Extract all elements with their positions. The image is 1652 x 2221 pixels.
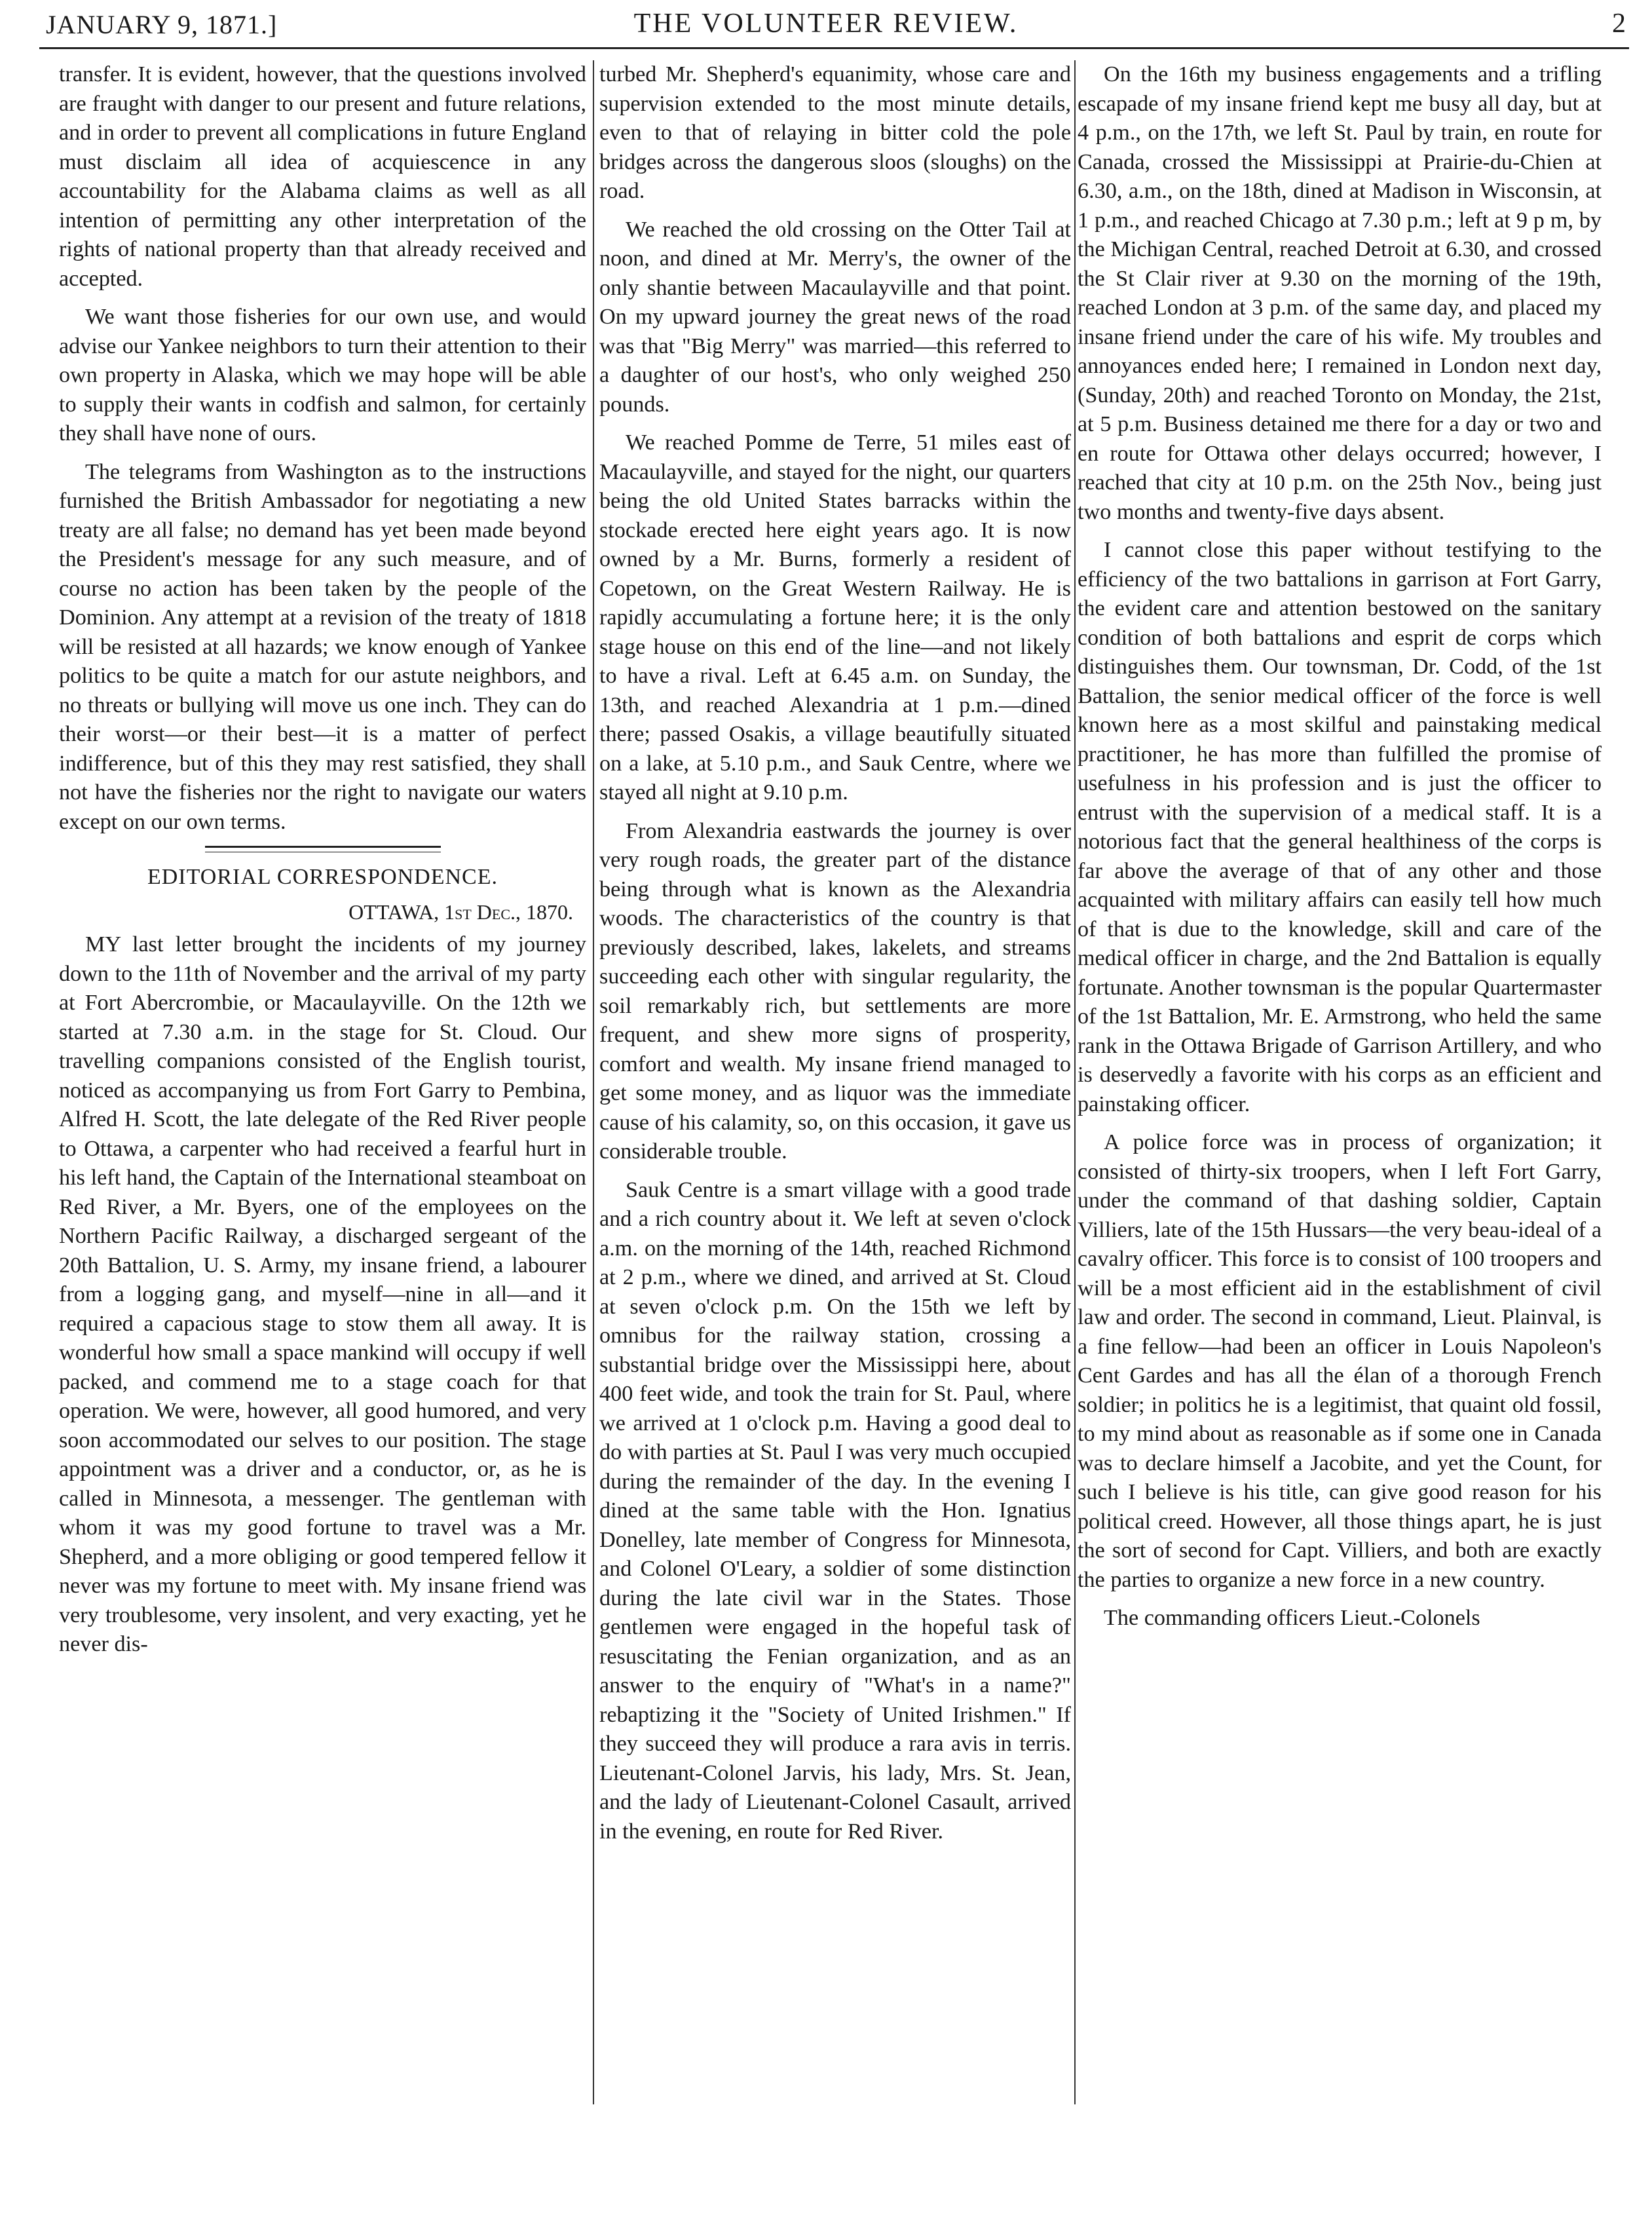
paragraph: We reached the old crossing on the Otter Tail at noon, and dined at Mr. Merry's, the owner of the only shantie between Macaulayville and that point. On my upward journey the great news of the road was that "Big Merry" was married—this referred to a daughter of our host's, who only weighed 250 pounds. — [599, 217, 1071, 417]
page-header — [0, 0, 1652, 54]
paragraph: The telegrams from Washington as to the instructions furnished the British Ambassador for negotiating a new treaty are all false; no demand has yet been made beyond the President's message for any such measure, and of course no action has been taken by the people of the Dominion. Any attempt at a revision of the treaty of 1818 will be resisted at all hazards; we know enough of Yankee politics to be quite a match for our astute neighbors, and no threats or bullying will move us one inch. They can do their worst—or their best—it is a matter of perfect indifference, but of this they may rest satisfied, they shall not have the fisheries nor the right to navigate our waters except on our own terms. — [59, 459, 586, 834]
issue-date: JANUARY 9, 1871.] — [46, 10, 278, 39]
column-2 — [599, 60, 1071, 1855]
paragraph: Sauk Centre is a smart village with a good trade and a rich country about it. We left at seven o'clock a.m. on the morning of the 14th, reached Richmond at 2 p.m., where we dined, and arrived at St. Cloud at seven o'clock p.m. On the 15th we left by omnibus for the railway station, crossing a substantial bridge over the Mississippi here, about 400 feet wide, and took the train for St. Paul, where we arrived at 1 o'clock p.m. Having a good deal to do with parties at St. Paul I was very much occupied during the remainder of the day. In the evening I dined at the same table with the Hon. Ignatius Donelley, late member of Congress for Minnesota, and Colonel O'Leary, a soldier of some distinction during the late civil war in the States. Those gentlemen were engaged in the hopeful task of resuscitating the Fenian organization, and as an answer to the enquiry of "What's in a name?" rebaptizing it the "Society of United Irishmen." If they succeed they will produce a rara avis in terris. Lieutenant-Colonel Jarvis, his lady, Mrs. St. Jean, and the lady of Lieutenant-Colonel Casault, arrived in the evening, en route for Red River. — [599, 1177, 1071, 1844]
paragraph: I cannot close this paper without testifying to the efficiency of the two battalions in garrison at Fort Garry, the evident care and attention bestowed on the sanitary condition of both battalions and esprit de corps which distinguishes them. Our townsman, Dr. Codd, of the 1st Battalion, the senior medical officer of the force is well known here as a most skilful and painstaking medical practitioner, he has more than fulfilled the promise of usefulness in his profession and is just the officer to entrust with the supervision of a medical staff. It is a notorious fact that the general healthiness of the corps is far above the average of that of any other and those acquainted with military affairs can easily tell how much of that is due to the knowledge, skill and care of the medical officer in charge, and the 2nd Battalion is equally fortunate. Another townsman is the popular Quartermaster of the 1st Battalion, Mr. E. Armstrong, who held the same rank in the Ottawa Brigade of Garrison Artillery, and who is deservedly a favorite with his corps as an efficient and painstaking officer. — [1078, 538, 1602, 1116]
paragraph: We want those fisheries for our own use, and would advise our Yankee neighbors to turn their attention to their own property in Alaska, which we may hope will be able to supply their wants in codfish and salmon, for certainly they shall have none of ours. — [59, 305, 586, 446]
page-number: 2 — [1612, 9, 1626, 39]
paragraph: turbed Mr. Shepherd's equanimity, whose care and supervision extended to the most minute details, even to that of relaying in bitter cold the pole bridges across the dangerous sloos (sloughs) on the road. — [599, 62, 1071, 203]
header-rule — [39, 47, 1629, 49]
column-1 — [59, 60, 586, 1669]
paragraph: The commanding officers Lieut.-Colonels — [1104, 1606, 1480, 1630]
paragraph: On the 16th my business engagements and a trifling escapade of my insane friend kept me busy all day, but at 4 p.m., on the 17th, we left St. Paul by train, en route for Canada, crossed the Mississippi at Prairie-du-Chien at 6.30, a.m., on the 18th, dined at Madison in Wisconsin, at 1 p.m., and reached Chicago at 7.30 p.m.; left at 9 p m, by the Michigan Central, reached Detroit at 6.30, and crossed the St Clair river at 9.30 on the morning of the 19th, reached London at 3 p.m. of the same day, and placed my insane friend under the care of his wife. My troubles and annoyances ended here; I remained in London next day, (Sunday, 20th) and reached Toronto on Monday, the 21st, at 5 p.m. Business detained me there for a day or two and en route for Ottawa other delays occurred; however, I reached that city at 10 p.m. on the 25th Nov., being just two months and twenty-five days absent. — [1078, 62, 1602, 524]
publication-title: THE VOLUNTEER REVIEW. — [633, 9, 1019, 39]
paragraph: We reached Pomme de Terre, 51 miles east of Macaulayville, and stayed for the night, our quarters being the old United States barracks within the stockade erected here eight years ago. It is now owned by a Mr. Burns, formerly a resident of Copetown, on the Great Western Railway. He is rapidly accumulating a fortune here; it is the only stage house on this end of the line—and not likely to have a rival. Left at 6.45 a.m. on Sunday, the 13th, and reached Alexandria at 1 p.m.—dined there; passed Osakis, a village beautifully situated on a lake, at 5.10 p.m., and Sauk Centre, where we stayed all night at 9.10 p.m. — [599, 430, 1071, 805]
paragraph: A police force was in process of organization; it consisted of thirty-six troopers, when I left Fort Garry, under the command of that dashing soldier, Captain Villiers, late of the 15th Hussars—the very beau-ideal of a cavalry officer. This force is to consist of 100 troopers and will be a most efficient aid in the establishment of civil law and order. The second in command, Lieut. Plainval, is a fine fellow—had been an officer in Louis Napoleon's Cent Gardes and has all the élan of a thorough French soldier; in politics he is a legitimist, that quaint old fossil, to my mind about as reasonable as if some one in Canada was to declare himself a Jacobite, and yet the Count, for such I believe is his title, can give good reason for his political creed. However, all those things apart, he is just the sort of second for Capt. Villiers, and both are exactly the parties to organize a new force in a new country. — [1078, 1130, 1602, 1592]
paragraph: transfer. It is evident, however, that the questions involved are fraught with danger to our present and future relations, and in order to prevent all complications in future England must disclaim all idea of acquiescence in any accountability for the Alabama claims as well as all intention of permitting any other interpretation of the rights of national property than that already received and accepted. — [59, 62, 586, 291]
dateline: OTTAWA, 1st Dec., 1870. — [348, 900, 573, 924]
column-rule-left — [593, 60, 594, 2104]
paragraph: From Alexandria eastwards the journey is over very rough roads, the greater part of the distance being through what is known as the Alexandria woods. The characteristics of the country is that previously described, lakes, lakelets, and streams succeeding each other with singular regularity, the soil remarkably rich, but settlements are more frequent, and shew more signs of prosperity, comfort and wealth. My insane friend managed to get some money, and as liquor was the immediate cause of his calamity, so, on this occasion, it gave us considerable trouble. — [599, 818, 1071, 1164]
section-divider — [205, 846, 441, 852]
column-rule-right — [1074, 60, 1076, 2104]
paragraph: MY last letter brought the incidents of my journey down to the 11th of November and the arrival of my party at Fort Abercrombie, or Macaulayville. On the 12th we started at 7.30 a.m. in the stage for St. Cloud. Our travelling companions consisted of the English tourist, noticed as accompanying us from Fort Garry to Pembina, Alfred H. Scott, the late delegate of the Red River people to Ottawa, a carpenter who had received a fearful hurt in his left hand, the Captain of the International steamboat on Red River, a Mr. Byers, one of the employees on the Northern Pacific Railway, a discharged sergeant of the 20th Battalion, U. S. Army, my insane friend, a labourer from a logging gang, and myself—nine in all—and it required a capacious stage to stow them all away. It is wonderful how small a space mankind will occupy if well packed, and commend me to a stage coach for that operation. We were, however, all good humored, and very soon accommodated our selves to our position. The stage appointment was a driver and a conductor, or, as he is called in Minnesota, a messenger. The gentleman with whom it was my good fortune to travel was a Mr. Shepherd, and a more obliging or good tempered fellow it never was my fortune to meet with. My insane friend was very troublesome, very insolent, and very exacting, yet he never dis- — [59, 932, 586, 1656]
section-heading: EDITORIAL CORRESPONDENCE. — [147, 865, 498, 889]
column-3 — [1078, 60, 1602, 1642]
